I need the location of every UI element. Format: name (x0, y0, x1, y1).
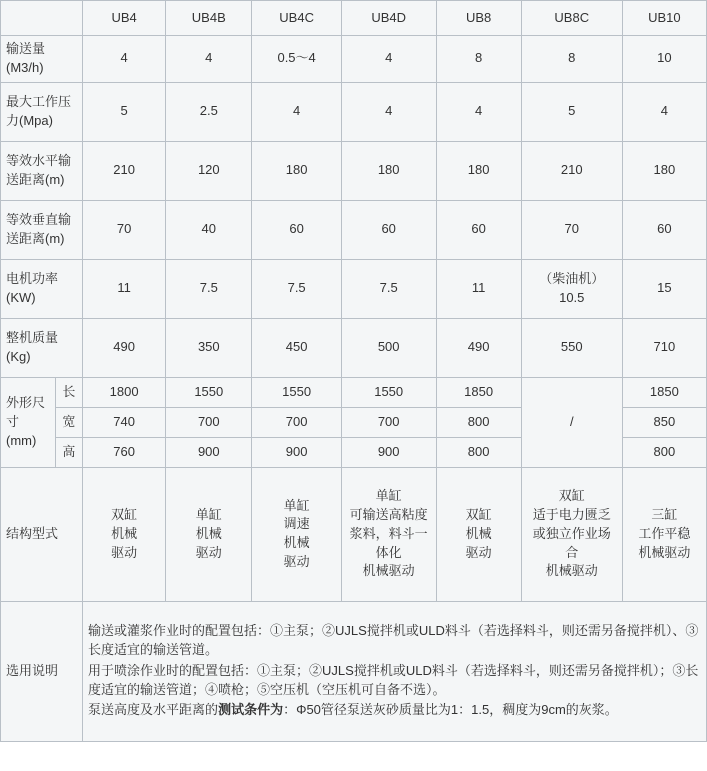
cell-horizontal-ub4b: 120 (166, 141, 252, 200)
cell-power-ub4: 11 (83, 259, 166, 318)
cell-height-ub4: 760 (83, 437, 166, 467)
cell-length-ub8: 1850 (436, 377, 521, 407)
cell-horizontal-ub8: 180 (436, 141, 521, 200)
note-line-3-emphasis: 测试条件为 (218, 702, 284, 718)
cell-width-ub8: 800 (436, 407, 521, 437)
row-label-dimensions (1, 377, 56, 467)
sub-label-length: 长 (55, 377, 82, 407)
row-label-selection-notes: 选用说明 (1, 601, 83, 741)
row-label-flow-rate: 输送量(M3/h) (1, 36, 83, 83)
cell-height-ub4d: 900 (341, 437, 436, 467)
cell-mass-ub8c: 550 (521, 318, 622, 377)
cell-vertical-ub4b: 40 (166, 200, 252, 259)
cell-mass-ub8: 490 (436, 318, 521, 377)
cell-vertical-ub10: 60 (622, 200, 706, 259)
cell-mass-ub10: 710 (622, 318, 706, 377)
cell-structure-ub10: 三缸 工作平稳 机械驱动 (622, 467, 706, 601)
table-row (1, 318, 707, 377)
cell-pressure-ub8: 4 (436, 82, 521, 141)
cell-height-ub4b: 900 (166, 437, 252, 467)
table-row (1, 200, 707, 259)
note-line-3 (88, 701, 701, 720)
cell-structure-ub4b: 单缸 机械 驱动 (166, 467, 252, 601)
column-header-ub8c: UB8C (521, 1, 622, 36)
cell-width-ub4b: 700 (166, 407, 252, 437)
cell-power-ub4b: 7.5 (166, 259, 252, 318)
sub-label-width: 宽 (55, 407, 82, 437)
cell-mass-ub4c: 450 (252, 318, 341, 377)
cell-width-ub4c: 700 (252, 407, 341, 437)
column-header-ub4d: UB4D (341, 1, 436, 36)
table-header-row (1, 1, 707, 36)
cell-pressure-ub4c: 4 (252, 82, 341, 141)
cell-vertical-ub4: 70 (83, 200, 166, 259)
note-line-3-prefix: 泵送高度及水平距离的 (88, 702, 219, 718)
cell-length-ub4: 1800 (83, 377, 166, 407)
cell-width-ub4: 740 (83, 407, 166, 437)
table-row (1, 36, 707, 83)
table-row (1, 377, 707, 407)
cell-structure-ub4c: 单缸 调速 机械 驱动 (252, 467, 341, 601)
cell-structure-ub8c: 双缸 适于电力匮乏或独立作业场合 机械驱动 (521, 467, 622, 601)
row-label-motor-power: 电机功率(KW) (1, 259, 83, 318)
dimensions-label-line2: 寸 (6, 413, 20, 429)
cell-length-ub4b: 1550 (166, 377, 252, 407)
row-label-max-pressure: 最大工作压力(Mpa) (1, 82, 83, 141)
cell-flow-ub4c: 0.5～4 (252, 36, 341, 83)
row-label-total-mass: 整机质量(Kg) (1, 318, 83, 377)
cell-pressure-ub4: 5 (83, 82, 166, 141)
cell-width-ub10: 850 (622, 407, 706, 437)
row-label-structure-type: 结构型式 (1, 467, 83, 601)
cell-vertical-ub4c: 60 (252, 200, 341, 259)
cell-power-ub8c: （柴油机）10.5 (521, 259, 622, 318)
cell-flow-ub4d: 4 (341, 36, 436, 83)
cell-flow-ub8c: 8 (521, 36, 622, 83)
cell-structure-ub4: 双缸 机械 驱动 (83, 467, 166, 601)
cell-mass-ub4d: 500 (341, 318, 436, 377)
sub-label-height: 高 (55, 437, 82, 467)
cell-length-ub4c: 1550 (252, 377, 341, 407)
cell-horizontal-ub4d: 180 (341, 141, 436, 200)
cell-width-ub4d: 700 (341, 407, 436, 437)
table-row (1, 141, 707, 200)
column-header-ub4: UB4 (83, 1, 166, 36)
cell-vertical-ub8c: 70 (521, 200, 622, 259)
row-label-horizontal-distance: 等效水平输送距离(m) (1, 141, 83, 200)
cell-mass-ub4: 490 (83, 318, 166, 377)
dimensions-label-line3: (mm) (6, 432, 37, 448)
column-header-ub4c: UB4C (252, 1, 341, 36)
note-line-1: 输送或灌浆作业时的配置包括：①主泵；②UJLS搅拌机或ULD料斗（若选择料斗，则还需另备搅拌机）、③长度适宜的输送管道。 (88, 623, 699, 657)
cell-horizontal-ub8c: 210 (521, 141, 622, 200)
cell-flow-ub8: 8 (436, 36, 521, 83)
column-header-ub8: UB8 (436, 1, 521, 36)
cell-vertical-ub4d: 60 (341, 200, 436, 259)
table-row (1, 82, 707, 141)
cell-pressure-ub4b: 2.5 (166, 82, 252, 141)
cell-length-ub4d: 1550 (341, 377, 436, 407)
cell-flow-ub4: 4 (83, 36, 166, 83)
note-line-3-suffix: ：Φ50管径泵送灰砂质量比为1：1.5，稠度为9cm的灰浆。 (283, 702, 618, 718)
cell-length-ub10: 1850 (622, 377, 706, 407)
cell-horizontal-ub4: 210 (83, 141, 166, 200)
cell-power-ub8: 11 (436, 259, 521, 318)
cell-horizontal-ub10: 180 (622, 141, 706, 200)
row-label-vertical-distance: 等效垂直输送距离(m) (1, 200, 83, 259)
dimensions-label-line1: 外形尺 (6, 394, 46, 410)
column-header-ub10: UB10 (622, 1, 706, 36)
cell-height-ub10: 800 (622, 437, 706, 467)
header-corner-cell (1, 1, 83, 36)
cell-horizontal-ub4c: 180 (252, 141, 341, 200)
cell-mass-ub4b: 350 (166, 318, 252, 377)
cell-height-ub8: 800 (436, 437, 521, 467)
cell-flow-ub4b: 4 (166, 36, 252, 83)
cell-selection-notes (83, 601, 707, 741)
cell-power-ub4d: 7.5 (341, 259, 436, 318)
cell-power-ub4c: 7.5 (252, 259, 341, 318)
table-row (1, 467, 707, 601)
cell-structure-ub8: 双缸 机械 驱动 (436, 467, 521, 601)
table-row (1, 601, 707, 741)
column-header-ub4b: UB4B (166, 1, 252, 36)
cell-dimensions-ub8c: / (521, 377, 622, 467)
cell-height-ub4c: 900 (252, 437, 341, 467)
cell-structure-ub4d: 单缸 可输送高粘度浆料，料斗一体化 机械驱动 (341, 467, 436, 601)
note-line-2: 用于喷涂作业时的配置包括：①主泵；②UJLS搅拌机或ULD料斗（若选择料斗，则还需另备搅拌机）；③长度适宜的输送管道；④喷枪；⑤空压机（空压机可自备不选）。 (88, 662, 699, 697)
cell-flow-ub10: 10 (622, 36, 706, 83)
cell-power-ub10: 15 (622, 259, 706, 318)
cell-pressure-ub8c: 5 (521, 82, 622, 141)
table-row (1, 259, 707, 318)
cell-pressure-ub4d: 4 (341, 82, 436, 141)
cell-vertical-ub8: 60 (436, 200, 521, 259)
cell-pressure-ub10: 4 (622, 82, 706, 141)
